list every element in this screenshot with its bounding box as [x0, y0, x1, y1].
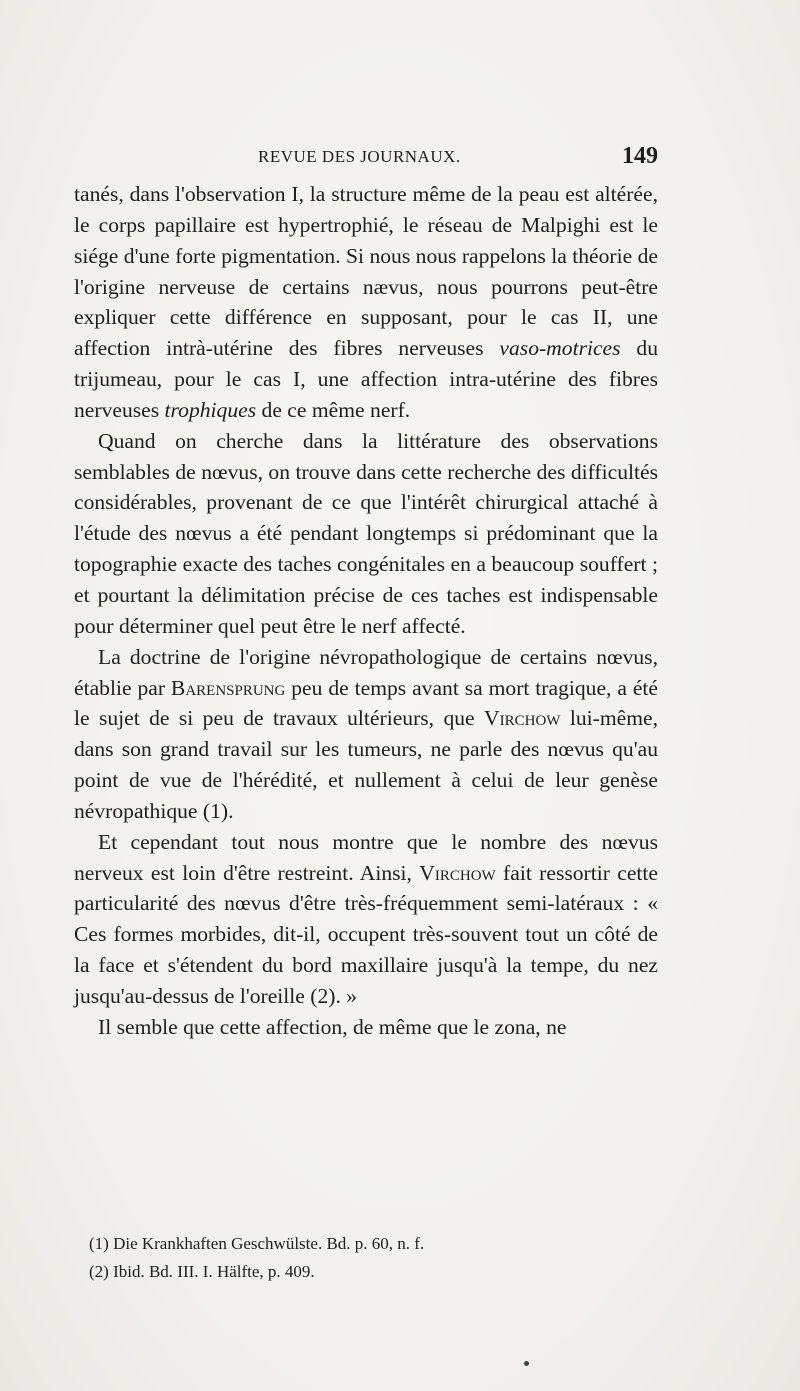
author-name-virchow: Virchow — [484, 706, 561, 731]
paragraph-3-text-b: peu de temps avant sa mort tragique, a été le sujet de si peu de travaux ultérieurs, que — [74, 675, 658, 731]
paragraph-1-italic-vaso-motrices: vaso-motrices — [499, 336, 621, 361]
paragraph-2: Quand on cherche dans la littérature des observations semblables de nœvus, on trouve dans cette recherche des difficultés considérables, provenant de ce que l'intérêt chirurgical attaché à l'étude des nœvus a été pendant longtemps si prédominant que la topographie exacte des taches congénitales en a beaucoup souffert ; et pourtant la délimitation précise de ces taches est indispensable pour déterminer quel peut être le nerf affecté. — [74, 428, 658, 638]
paragraph-1-text-b: du trijumeau, pour le cas I, une affection intra-utérine des fibres nerveuses — [74, 336, 658, 422]
paragraph-1-text-c: de ce même nerf. — [256, 397, 411, 422]
author-name-barensprung: Barensprung — [170, 675, 286, 700]
footnote-2: (2) Ibid. Bd. III. I. Hälfte, p. 409. — [89, 1262, 315, 1281]
paragraph-1-italic-trophiques: trophiques — [164, 397, 257, 422]
paragraph-1 — [74, 179, 658, 426]
paragraph-3 — [74, 642, 658, 827]
page-number: 149 — [622, 143, 658, 169]
paragraph-3-text-c: lui-même, dans son grand travail sur les tumeurs, ne parle des nœvus qu'au point de vue de l'hérédité, et nullement à celui de leur genèse névropathique (1). — [74, 706, 658, 823]
author-name-virchow: Virchow — [419, 860, 496, 885]
paragraph-5: Il semble que cette affection, de même que le zona, ne — [98, 1014, 567, 1039]
ink-speck — [524, 1361, 529, 1366]
footnote-1: (1) Die Krankhaften Geschwülste. Bd. p. 60, n. f. — [89, 1234, 425, 1253]
paragraph-4-text-b: fait ressortir cette particularité des nœvus d'être très-fréquemment semi-latéraux : « Ces formes morbides, dit-il, occupent très-souvent tout un côté de la face et s'étendent du bord maxillaire jusqu'à la tempe, du nez jusqu'au-dessus de l'oreille (2). » — [74, 860, 659, 1008]
paragraph-3-text-a: La doctrine de l'origine névropathologique de certains nœvus, établie par — [74, 644, 658, 700]
footnotes — [89, 1230, 658, 1286]
paragraph-1-text-a: tanés, dans l'observation I, la structure même de la peau est altérée, le corps papillaire est hypertrophié, le réseau de Malpighi est le siége d'une forte pigmentation. Si nous nous rappelons la théorie de l'origine nerveuse de certains nævus, nous pourrons peut-être expliquer cette différence en supposant, pour le cas II, une affection intrà-utérine des fibres nerveuses — [74, 182, 658, 361]
page-header — [74, 143, 658, 173]
body-text — [74, 179, 658, 1043]
running-head: REVUE DES JOURNAUX. — [258, 147, 461, 166]
paragraph-4-text-a: Et cependant tout nous montre que le nombre des nœvus nerveux est loin d'être restreint. Ainsi, — [74, 829, 658, 885]
paragraph-4 — [74, 827, 658, 1012]
